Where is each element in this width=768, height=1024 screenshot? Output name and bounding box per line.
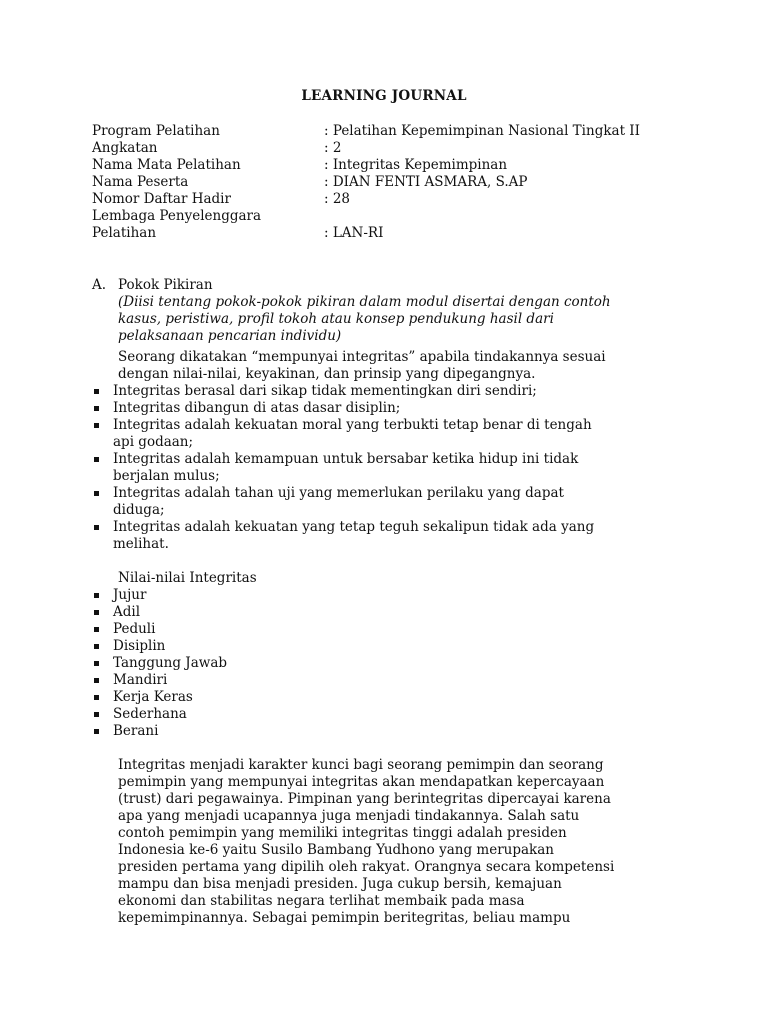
list-item-line: Integritas adalah tahan uji yang memerlukan perilaku yang dapat bbox=[113, 485, 564, 501]
paragraph-line: kepemimpinannya. Sebagai pemimpin beritegritas, beliau mampu bbox=[118, 910, 571, 926]
meta-row bbox=[92, 225, 732, 242]
list-item bbox=[92, 519, 692, 553]
list-item bbox=[92, 451, 692, 485]
paragraph-line: presiden pertama yang dipilih oleh rakyat. Orangnya secara kompetensi bbox=[118, 859, 615, 875]
list-item: Kerja Keras bbox=[92, 689, 692, 706]
spacer bbox=[92, 740, 692, 757]
meta-label: Pelatihan bbox=[92, 225, 157, 241]
list-item bbox=[92, 417, 692, 451]
section-instruction bbox=[118, 294, 692, 345]
paragraph-line: dengan nilai-nilai, keyakinan, dan prinsip yang dipegangnya. bbox=[118, 366, 536, 382]
list-item-line: api godaan; bbox=[113, 434, 194, 450]
meta-label: Program Pelatihan bbox=[92, 123, 220, 139]
list-item bbox=[92, 485, 692, 519]
list-item-line: Integritas adalah kekuatan moral yang terbukti tetap benar di tengah bbox=[113, 417, 592, 433]
paragraph-line: ekonomi dan stabilitas negara terlihat membaik pada masa bbox=[118, 893, 525, 909]
meta-table bbox=[92, 123, 732, 242]
document-title: LEARNING JOURNAL bbox=[301, 88, 467, 104]
list-item: Jujur bbox=[92, 587, 692, 604]
list-item: Berani bbox=[92, 723, 692, 740]
meta-row bbox=[92, 157, 732, 174]
integrity-points-list bbox=[92, 383, 692, 553]
list-item: Mandiri bbox=[92, 672, 692, 689]
note-line: (Diisi tentang pokok-pokok pikiran dalam modul disertai dengan contoh bbox=[118, 294, 611, 310]
list-item: Sederhana bbox=[92, 706, 692, 723]
paragraph-line: contoh pemimpin yang memiliki integritas tinggi adalah presiden bbox=[118, 825, 567, 841]
meta-value: : LAN-RI bbox=[324, 225, 384, 241]
section-letter: A. bbox=[92, 277, 107, 293]
meta-row bbox=[92, 191, 732, 208]
meta-value: : DIAN FENTI ASMARA, S.AP bbox=[324, 174, 528, 190]
meta-value: : Integritas Kepemimpinan bbox=[324, 157, 508, 173]
section-heading bbox=[92, 277, 692, 294]
list-item-line: melihat. bbox=[113, 536, 169, 552]
list-item-line: diduga; bbox=[113, 502, 165, 518]
meta-row bbox=[92, 140, 732, 157]
meta-row bbox=[92, 208, 732, 225]
list-item: Disiplin bbox=[92, 638, 692, 655]
meta-label: Nomor Daftar Hadir bbox=[92, 191, 231, 207]
paragraph-line: Indonesia ke-6 yaitu Susilo Bambang Yudhono yang merupakan bbox=[118, 842, 554, 858]
meta-value: : Pelatihan Kepemimpinan Nasional Tingkat II bbox=[324, 123, 640, 139]
values-list bbox=[92, 587, 692, 740]
paragraph-line: (trust) dari pegawainya. Pimpinan yang berintegritas dipercayai karena bbox=[118, 791, 611, 807]
note-line: kasus, peristiwa, profil tokoh atau konsep pendukung hasil dari bbox=[118, 311, 554, 327]
meta-label: Lembaga Penyelenggara bbox=[92, 208, 262, 224]
closing-paragraph bbox=[118, 757, 692, 927]
list-item-line: Integritas berasal dari sikap tidak mementingkan diri sendiri; bbox=[113, 383, 537, 399]
meta-label: Nama Mata Pelatihan bbox=[92, 157, 241, 173]
meta-label: Angkatan bbox=[92, 140, 158, 156]
paragraph-line: Integritas menjadi karakter kunci bagi seorang pemimpin dan seorang bbox=[118, 757, 604, 773]
list-item bbox=[92, 383, 692, 400]
list-item: Adil bbox=[92, 604, 692, 621]
list-item-line: Integritas adalah kemampuan untuk bersabar ketika hidup ini tidak bbox=[113, 451, 579, 467]
list-item bbox=[92, 400, 692, 417]
paragraph-line: apa yang menjadi ucapannya juga menjadi tindakannya. Salah satu bbox=[118, 808, 580, 824]
spacer bbox=[92, 553, 692, 570]
list-item: Tanggung Jawab bbox=[92, 655, 692, 672]
section-heading-text: Pokok Pikiran bbox=[118, 277, 213, 293]
list-item-line: Integritas adalah kekuatan yang tetap teguh sekalipun tidak ada yang bbox=[113, 519, 595, 535]
list-item-line: Integritas dibangun di atas dasar disiplin; bbox=[113, 400, 401, 416]
paragraph-line: mampu dan bisa menjadi presiden. Juga cukup bersih, kemajuan bbox=[118, 876, 562, 892]
meta-label: Nama Peserta bbox=[92, 174, 189, 190]
paragraph-line: Seorang dikatakan “mempunyai integritas” apabila tindakannya sesuai bbox=[118, 349, 606, 365]
section-a bbox=[92, 277, 692, 927]
meta-value: : 2 bbox=[324, 140, 342, 156]
meta-row bbox=[92, 174, 732, 191]
meta-value: : 28 bbox=[324, 191, 351, 207]
paragraph-line: pemimpin yang mempunyai integritas akan mendapatkan kepercayaan bbox=[118, 774, 605, 790]
meta-row bbox=[92, 123, 732, 140]
values-heading: Nilai-nilai Integritas bbox=[118, 570, 257, 586]
note-line: pelaksanaan pencarian individu) bbox=[118, 328, 342, 344]
list-item-line: berjalan mulus; bbox=[113, 468, 220, 484]
list-item: Peduli bbox=[92, 621, 692, 638]
intro-paragraph bbox=[118, 349, 692, 383]
